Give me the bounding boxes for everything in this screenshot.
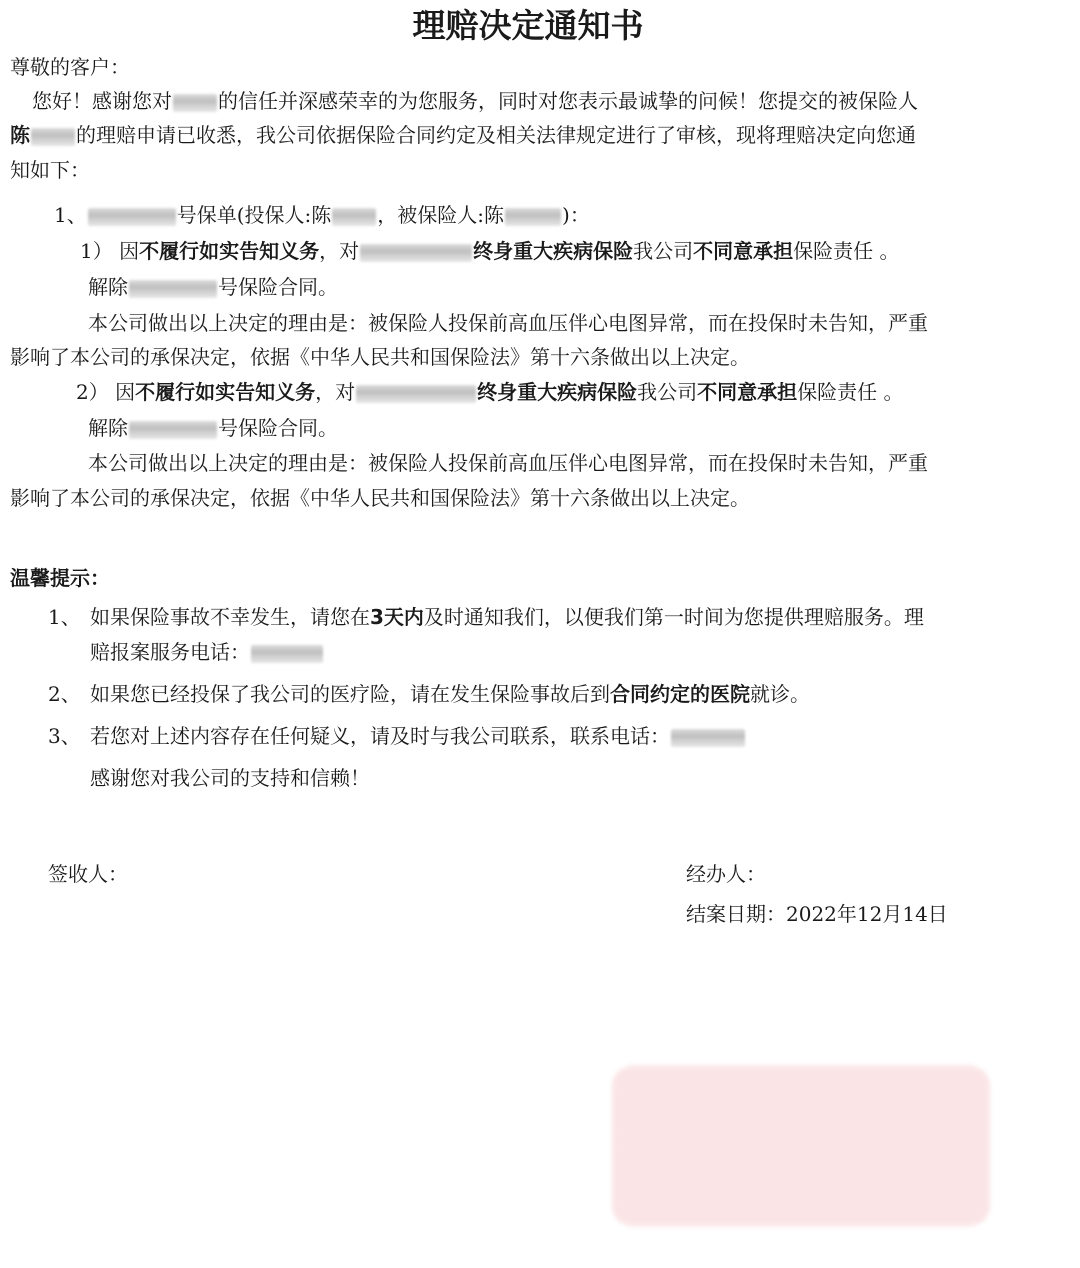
reason-line-2: 影响了本公司的承保决定，依据《中华人民共和国保险法》第十六条做出以上决定。 bbox=[10, 486, 750, 510]
tip-1-number: 1、 bbox=[48, 605, 81, 629]
intro-line-2 bbox=[10, 121, 916, 149]
decision-reason: 不履行如实告知义务 bbox=[135, 380, 316, 404]
redacted-name bbox=[332, 208, 376, 226]
intro-line-1 bbox=[32, 87, 918, 115]
decision-line bbox=[80, 237, 899, 265]
redacted-product bbox=[360, 244, 472, 262]
decision-text: 因 bbox=[115, 380, 136, 404]
decision-text: 我公司 bbox=[633, 239, 694, 263]
decision-text: ，对 bbox=[319, 239, 360, 263]
rescind-text: 解除 bbox=[88, 416, 128, 440]
intro-text: 的信任并深感荣幸的为您服务，同时对您表示最诚挚的问候！您提交的被保险人 bbox=[218, 89, 918, 113]
rescind-text: 解除 bbox=[88, 275, 128, 299]
company-seal-stamp bbox=[612, 1066, 990, 1226]
decision-result: 不同意承担 bbox=[693, 239, 794, 263]
decision-text: ，对 bbox=[315, 380, 356, 404]
tip-text: 如果您已经投保了我公司的医疗险，请在发生保险事故后到 bbox=[90, 682, 610, 706]
redacted-name bbox=[505, 208, 561, 226]
tip-3-number: 3、 bbox=[48, 724, 81, 748]
tip-3-line bbox=[90, 722, 746, 750]
redacted-policy-number bbox=[88, 208, 176, 226]
redacted-product bbox=[356, 385, 476, 403]
intro-text: 您好！感谢您对 bbox=[32, 89, 172, 113]
decision-text: 保险责任 。 bbox=[793, 239, 900, 263]
rescind-line bbox=[88, 273, 338, 301]
policy-text: 号保单(投保人:陈 bbox=[176, 203, 332, 227]
tip-emphasis: 3天内 bbox=[370, 605, 424, 629]
decision-reason: 不履行如实告知义务 bbox=[139, 239, 320, 263]
thanks-line: 感谢您对我公司的支持和信赖！ bbox=[90, 766, 370, 790]
item-index: 1） bbox=[80, 239, 113, 263]
tip-text: 及时通知我们，以便我们第一时间为您提供理赔服务。理 bbox=[423, 605, 924, 629]
salutation: 尊敬的客户： bbox=[10, 55, 130, 79]
handler-label: 经办人： bbox=[686, 862, 766, 886]
closing-date: 结案日期：2022年12月14日 bbox=[686, 902, 948, 926]
decision-result: 不同意承担 bbox=[697, 380, 798, 404]
intro-line-3: 知如下： bbox=[10, 158, 90, 182]
policy-text: ，被保险人:陈 bbox=[377, 203, 505, 227]
tip-text: 若您对上述内容存在任何疑义，请及时与我公司联系，联系电话： bbox=[90, 724, 670, 748]
reason-line-1: 本公司做出以上决定的理由是：被保险人投保前高血压伴心电图异常，而在投保时未告知，严重 bbox=[88, 311, 928, 335]
rescind-text: 号保险合同。 bbox=[218, 416, 338, 440]
tip-2-number: 2、 bbox=[48, 682, 81, 706]
rescind-line bbox=[88, 414, 338, 442]
policy-number-index: 1、 bbox=[54, 203, 87, 227]
signee-label: 签收人： bbox=[48, 862, 128, 886]
product-name: 终身重大疾病保险 bbox=[473, 239, 634, 263]
tip-2-line bbox=[90, 680, 810, 708]
insured-name: 陈 bbox=[10, 123, 30, 147]
tip-emphasis: 合同约定的医院 bbox=[610, 682, 750, 706]
page-title: 理赔决定通知书 bbox=[412, 6, 644, 45]
tip-1-line-1 bbox=[90, 603, 924, 631]
decision-text: 因 bbox=[119, 239, 140, 263]
product-name: 终身重大疾病保险 bbox=[477, 380, 638, 404]
decision-line bbox=[76, 378, 903, 406]
item-index: 2） bbox=[76, 380, 109, 404]
reason-line-2: 影响了本公司的承保决定，依据《中华人民共和国保险法》第十六条做出以上决定。 bbox=[10, 345, 750, 369]
intro-text: 的理赔申请已收悉，我公司依据保险合同约定及相关法律规定进行了审核，现将理赔决定向您通 bbox=[76, 123, 916, 147]
policy-text: )： bbox=[562, 203, 590, 227]
tip-text: 就诊。 bbox=[750, 682, 810, 706]
tips-heading: 温馨提示： bbox=[10, 566, 110, 590]
redacted-contract-number bbox=[129, 421, 217, 439]
redacted-company bbox=[173, 94, 217, 112]
redacted-phone bbox=[251, 645, 323, 663]
tip-text: 如果保险事故不幸发生，请您在 bbox=[90, 605, 370, 629]
decision-text: 我公司 bbox=[637, 380, 698, 404]
redacted-contract-number bbox=[129, 280, 217, 298]
policy-line bbox=[54, 201, 590, 229]
redacted-phone bbox=[671, 729, 745, 747]
rescind-text: 号保险合同。 bbox=[218, 275, 338, 299]
redacted-name bbox=[31, 128, 75, 146]
tip-1-line-2 bbox=[90, 638, 324, 666]
reason-line-1: 本公司做出以上决定的理由是：被保险人投保前高血压伴心电图异常，而在投保时未告知，严重 bbox=[88, 451, 928, 475]
tip-text: 赔报案服务电话： bbox=[90, 640, 250, 664]
decision-text: 保险责任 。 bbox=[797, 380, 904, 404]
